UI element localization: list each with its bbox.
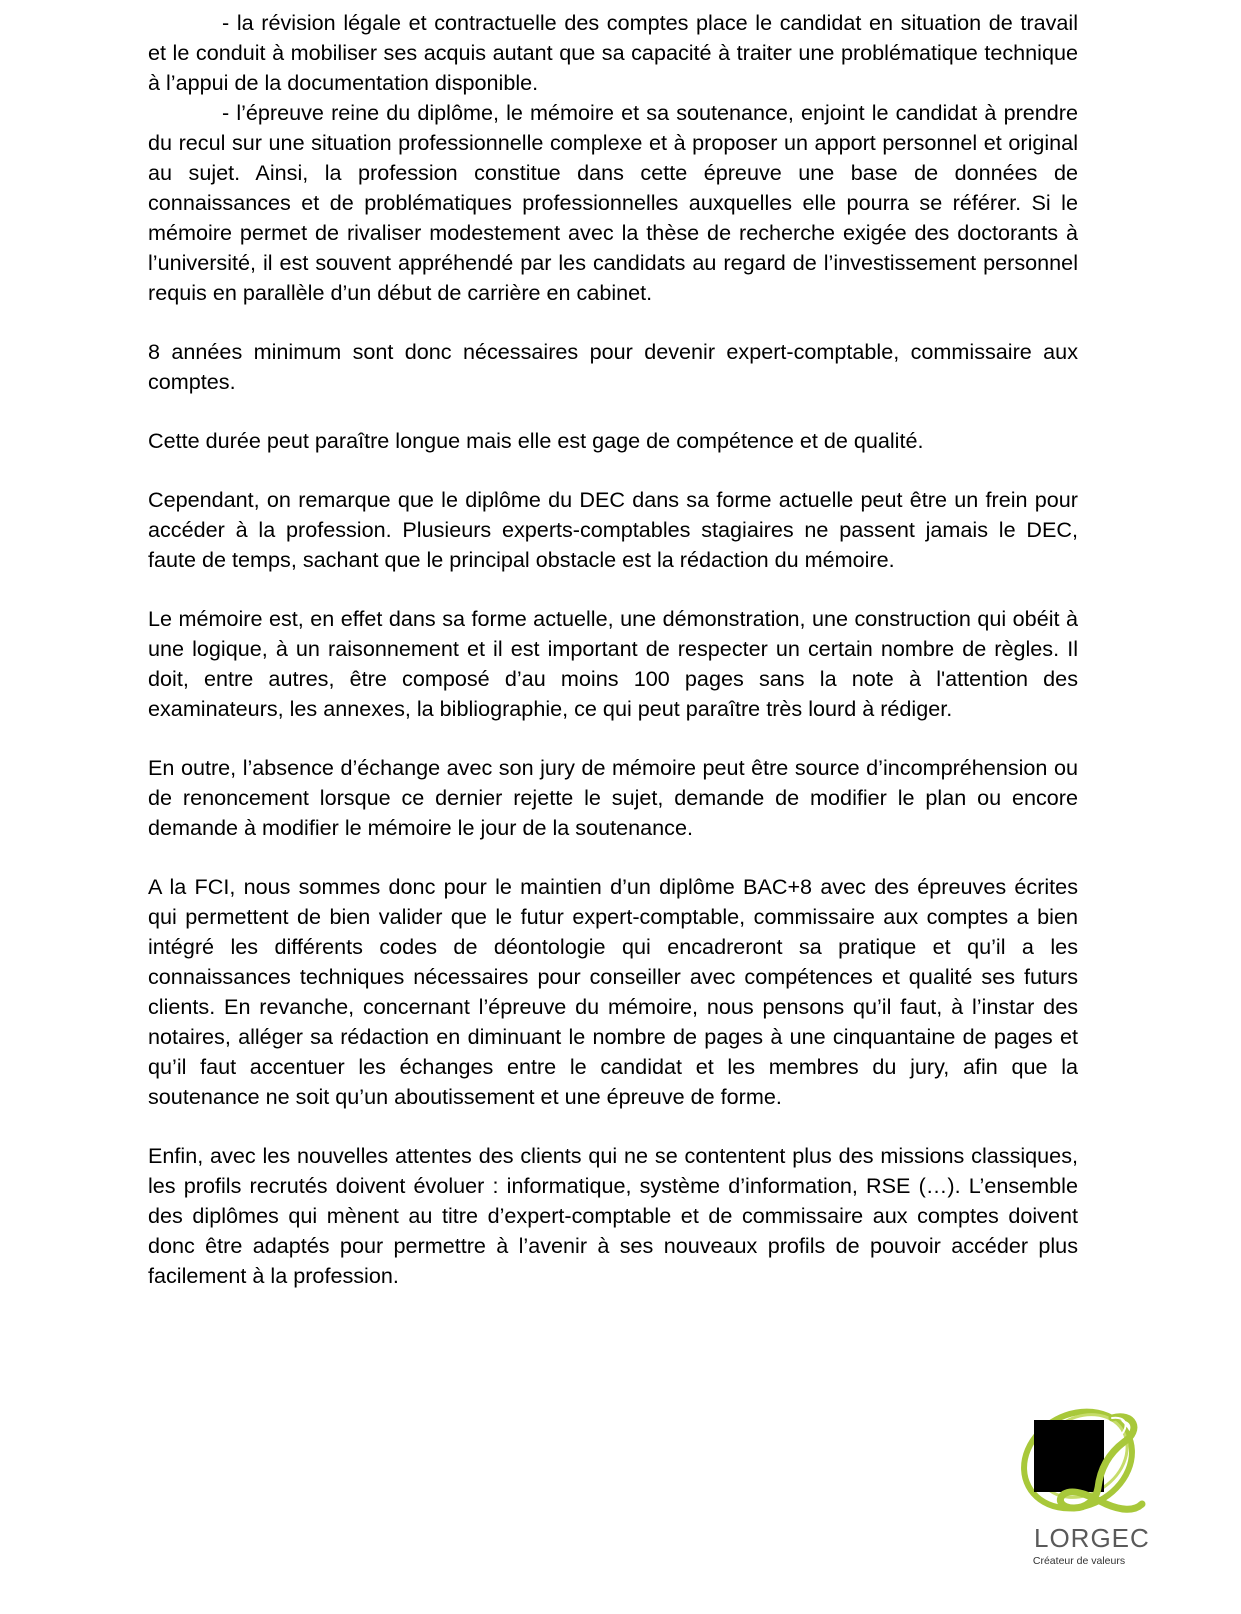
lorgec-logo [1016,1408,1148,1578]
list-item-memoire-soutenance: - l’épreuve reine du diplôme, le mémoire et sa soutenance, enjoint le candidat à prendre du recul sur une situation professionnelle complexe et à proposer un apport personnel et original au sujet. Ainsi, la profession constitue dans cette épreuve une base de données de connaissances et de problématiques professionnelles auxquelles elle pourra se référer. Si le mémoire permet de rivaliser modestement avec la thèse de recherche exigée des doctorants à l’université, il est souvent appréhendé par les candidats au regard de l’investissement personnel requis en parallèle d’un début de carrière en cabinet. [148,100,1078,305]
paragraph-frein-profession: Cependant, on remarque que le diplôme du DEC dans sa forme actuelle peut être un frein pour accéder à la profession. Plusieurs experts-comptables stagiaires ne passent jamais le DEC, faute de temps, sachant que le principal obstacle est la rédaction du mémoire. [148,487,1078,572]
paragraph-nouvelles-attentes: Enfin, avec les nouvelles attentes des clients qui ne se contentent plus des missions classiques, les profils recrutés doivent évoluer : informatique, système d’information, RSE (…). L’ensemble des diplômes qui mènent au titre d’expert-comptable et de commissaire aux comptes doivent donc être adaptés pour permettre à l’avenir à ses nouveaux profils de pouvoir accéder plus facilement à la profession. [148,1143,1078,1288]
logo-tagline: Créateur de valeurs [1032,1555,1126,1567]
paragraph-position-fci: A la FCI, nous sommes donc pour le maintien d’un diplôme BAC+8 avec des épreuves écrites qui permettent de bien valider que le futur expert-comptable, commissaire aux comptes a bien intégré les différents codes de déontologie qui encadreront sa pratique et qu’il a les connaissances techniques nécessaires pour conseiller avec compétences et qualité ses futurs clients. En revanche, concernant l’épreuve du mémoire, nous pensons qu’il faut, à l’instar des notaires, alléger sa rédaction en diminuant le nombre de pages à une cinquantaine de pages et qu’il faut accentuer les échanges entre le candidat et les membres du jury, afin que la soutenance ne soit qu’un aboutissement et une épreuve de forme. [148,874,1078,1109]
document-body [148,8,1078,1320]
paragraph-absence-echange: En outre, l’absence d’échange avec son jury de mémoire peut être source d’incompréhension ou de renoncement lorsque ce dernier rejette le sujet, demande de modifier le plan ou encore demande à modifier le mémoire le jour de la soutenance. [148,755,1078,840]
paragraph-duree-minimum: 8 années minimum sont donc nécessaires pour devenir expert-comptable, commissaire aux comptes. [148,339,1078,394]
logo-name: LORGEC [1034,1523,1150,1553]
list-item-revision-legale: - la révision légale et contractuelle des comptes place le candidat en situation de travail et le conduit à mobiliser ses acquis autant que sa capacité à traiter une problématique technique à l’appui de la documentation disponible. [148,10,1078,95]
paragraph-gage-competence: Cette durée peut paraître longue mais elle est gage de compétence et de qualité. [148,428,924,453]
lorgec-l-monogram-icon [1016,1408,1148,1524]
paragraph-forme-memoire: Le mémoire est, en effet dans sa forme actuelle, une démonstration, une construction qui obéit à une logique, à un raisonnement et il est important de respecter un certain nombre de règles. Il doit, entre autres, être composé d’au moins 100 pages sans la note à l'attention des examinateurs, les annexes, la bibliographie, ce qui peut paraître très lourd à rédiger. [148,606,1078,721]
